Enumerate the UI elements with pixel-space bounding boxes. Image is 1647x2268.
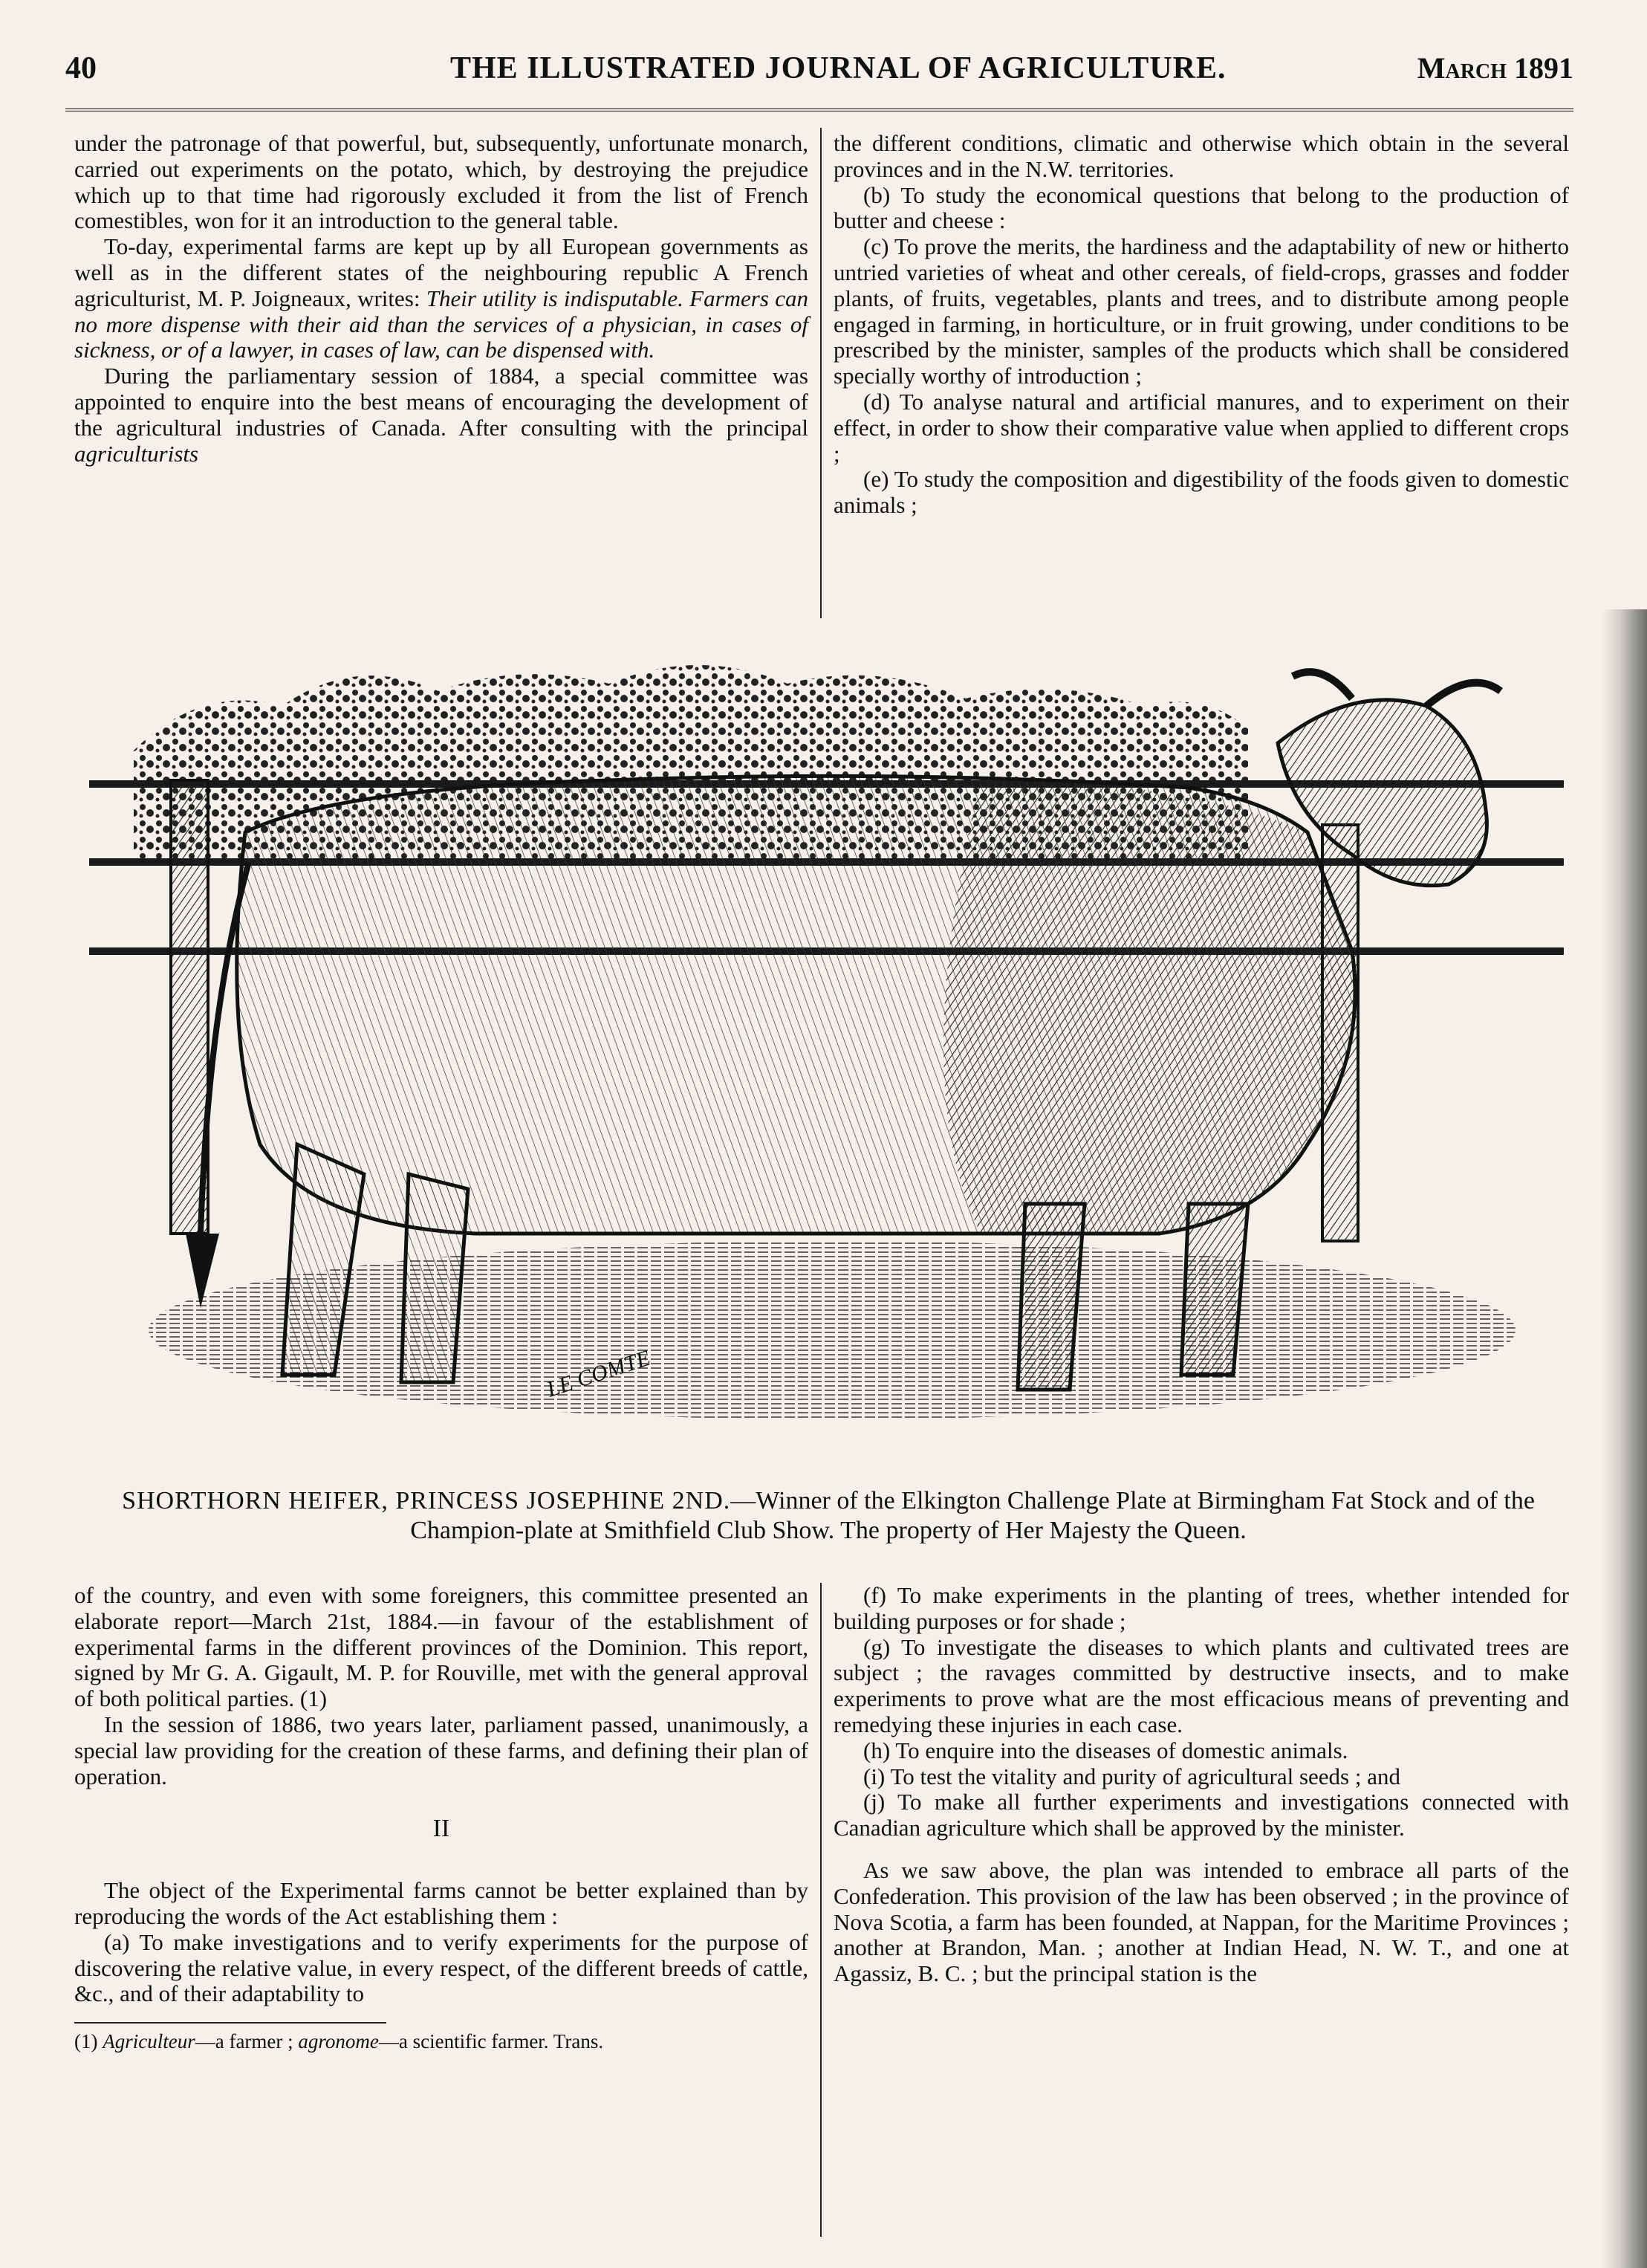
ground-shading [149, 1241, 1516, 1419]
footnote-rule [74, 2022, 386, 2024]
caption-title: SHORTHORN HEIFER, PRINCESS JOSEPHINE 2ND. [122, 1487, 731, 1514]
footnote [74, 2029, 808, 2053]
column-divider [820, 128, 822, 618]
paragraph: As we saw above, the plan was intended to embrace all parts of the Confederation. This provision of the law has been observed ; in the province of Nova Scotia, a farm has been founded, at Nappan, for the Maritime Provinces ; another at Brandon, Man. ; another at Indian Head, N. W. T., and one at Agassiz, B. C. ; but the principal station is the [834, 1856, 1569, 1987]
column-divider [820, 1583, 822, 2237]
journal-title: THE ILLUSTRATED JOURNAL OF AGRICULTURE. [450, 51, 1227, 85]
footnote-term: Agriculteur [103, 2030, 195, 2053]
bottom-left-column [74, 1583, 808, 2053]
list-item-a: (a) To make investigations and to verify experiments for the purpose of discovering the relative value, in every respect, of the different breeds of cattle, &c., and of their adaptability to [74, 1928, 808, 2007]
bottom-right-column [834, 1583, 1569, 1987]
paragraph [74, 234, 808, 363]
text-run: To-day, experimental farms are kept up by all European governments as well as in the different states of the neighbouring republic A French agriculturist, M. P. Joigneaux, writes: [74, 233, 808, 311]
caption-text: —Winner of the Elkington Challenge Plate at Birmingham Fat Stock and of the Champion-plate at Smithfield Club Show. The property of Her Majesty the Queen. [410, 1487, 1535, 1544]
top-left-column [74, 131, 808, 467]
paragraph: of the country, and even with some foreigners, this committee presented an elaborate report—March 21st, 1884.—in favour of the establishment of experimental farms in the different provinces of the Dominion. This report, signed by Mr G. A. Gigault, M. P. for Rouville, met with the general approval of both political parties. (1) [74, 1582, 808, 1712]
list-item-b: (b) To study the economical questions that belong to the production of butter and cheese : [834, 181, 1569, 234]
heifer-horn-right [1426, 683, 1501, 706]
list-item-d: (d) To analyse natural and artificial manures, and to experiment on their effect, in order to show their comparative value when applied to different crops ; [834, 388, 1569, 467]
engraver-signature: LE COMTE [543, 1345, 654, 1402]
header-rule [65, 108, 1573, 111]
paragraph [74, 363, 808, 467]
text-run: During the parliamentary session of 1884, a special committee was appointed to enquire into the best means of encouraging the development of the agricultural industries of Canada. After consulting with the principal [74, 363, 808, 441]
heifer-illustration [89, 639, 1564, 1471]
footnote-mark: (1) [74, 2030, 103, 2053]
running-header [65, 46, 1573, 98]
paragraph: the different conditions, climatic and otherwise which obtain in the several provinces and in the N.W. territories. [834, 130, 1569, 182]
footnote-text: —a scientific farmer. Trans. [378, 2030, 604, 2053]
paragraph: In the session of 1886, two years later, parliament passed, unanimously, a special law providing for the creation of these farms, and defining their plan of operation. [74, 1711, 808, 1789]
list-item-h: (h) To enquire into the diseases of domestic animals. [863, 1737, 1348, 1763]
paragraph: under the patronage of that powerful, but, subsequently, unfortunate monarch, carried out experiments on the potato, which, by destroying the prejudice which up to that time had rigorously excluded it from the list of French comestibles, won for it an introduction to the general table. [74, 130, 808, 234]
list-item-i: (i) To test the vitality and purity of agricultural seeds ; and [863, 1763, 1400, 1789]
issue-date: March 1891 [1417, 51, 1573, 85]
list-item-e: (e) To study the composition and digestibility of the foods given to domestic animals ; [834, 466, 1569, 519]
list-item-c: (c) To prove the merits, the hardiness and the adaptability of new or hitherto untried varieties of wheat and other cereals, of field-crops, grasses and fodder plants, of fruits, vegetables, plants and trees, and to distribute among people engaged in farming, in horticulture, or in fruit growing, under conditions to be prescribed by the minister, samples of the products which shall be considered specially worthy of introduction ; [834, 233, 1569, 389]
heifer-engraving [89, 639, 1564, 1471]
section-number: II [432, 1815, 450, 1843]
italic-word: agriculturists [74, 440, 199, 467]
list-item-g: (g) To investigate the diseases to which plants and cultivated trees are subject ; the ravages committed by destructive insects, and to make experiments to prove what are the most efficacious means of preventing and remedying these injuries in each case. [834, 1633, 1569, 1737]
heifer-horn-left [1293, 672, 1352, 699]
list-item-j: (j) To make all further experiments and investigations connected with Canadian agriculture which shall be approved by the minister. [834, 1789, 1569, 1841]
page-number: 40 [65, 51, 97, 85]
italic-quote: Their utility is indisputable. Farmers can no more dispense with their aid than the services of a physician, in cases of sickness, or of a lawyer, in cases of law, can be dispensed with. [74, 285, 808, 363]
top-right-column [834, 131, 1569, 519]
paragraph: The object of the Experimental farms cannot be better explained than by reproducing the words of the Act establishing them : [74, 1877, 808, 1929]
footnote-term: agronome [298, 2030, 379, 2053]
list-item-f: (f) To make experiments in the planting of trees, whether intended for building purposes or for shade ; [834, 1582, 1569, 1634]
figure-caption [82, 1486, 1575, 1546]
footnote-text: —a farmer ; [195, 2030, 299, 2053]
page-edge-shadow [1602, 609, 1647, 2268]
